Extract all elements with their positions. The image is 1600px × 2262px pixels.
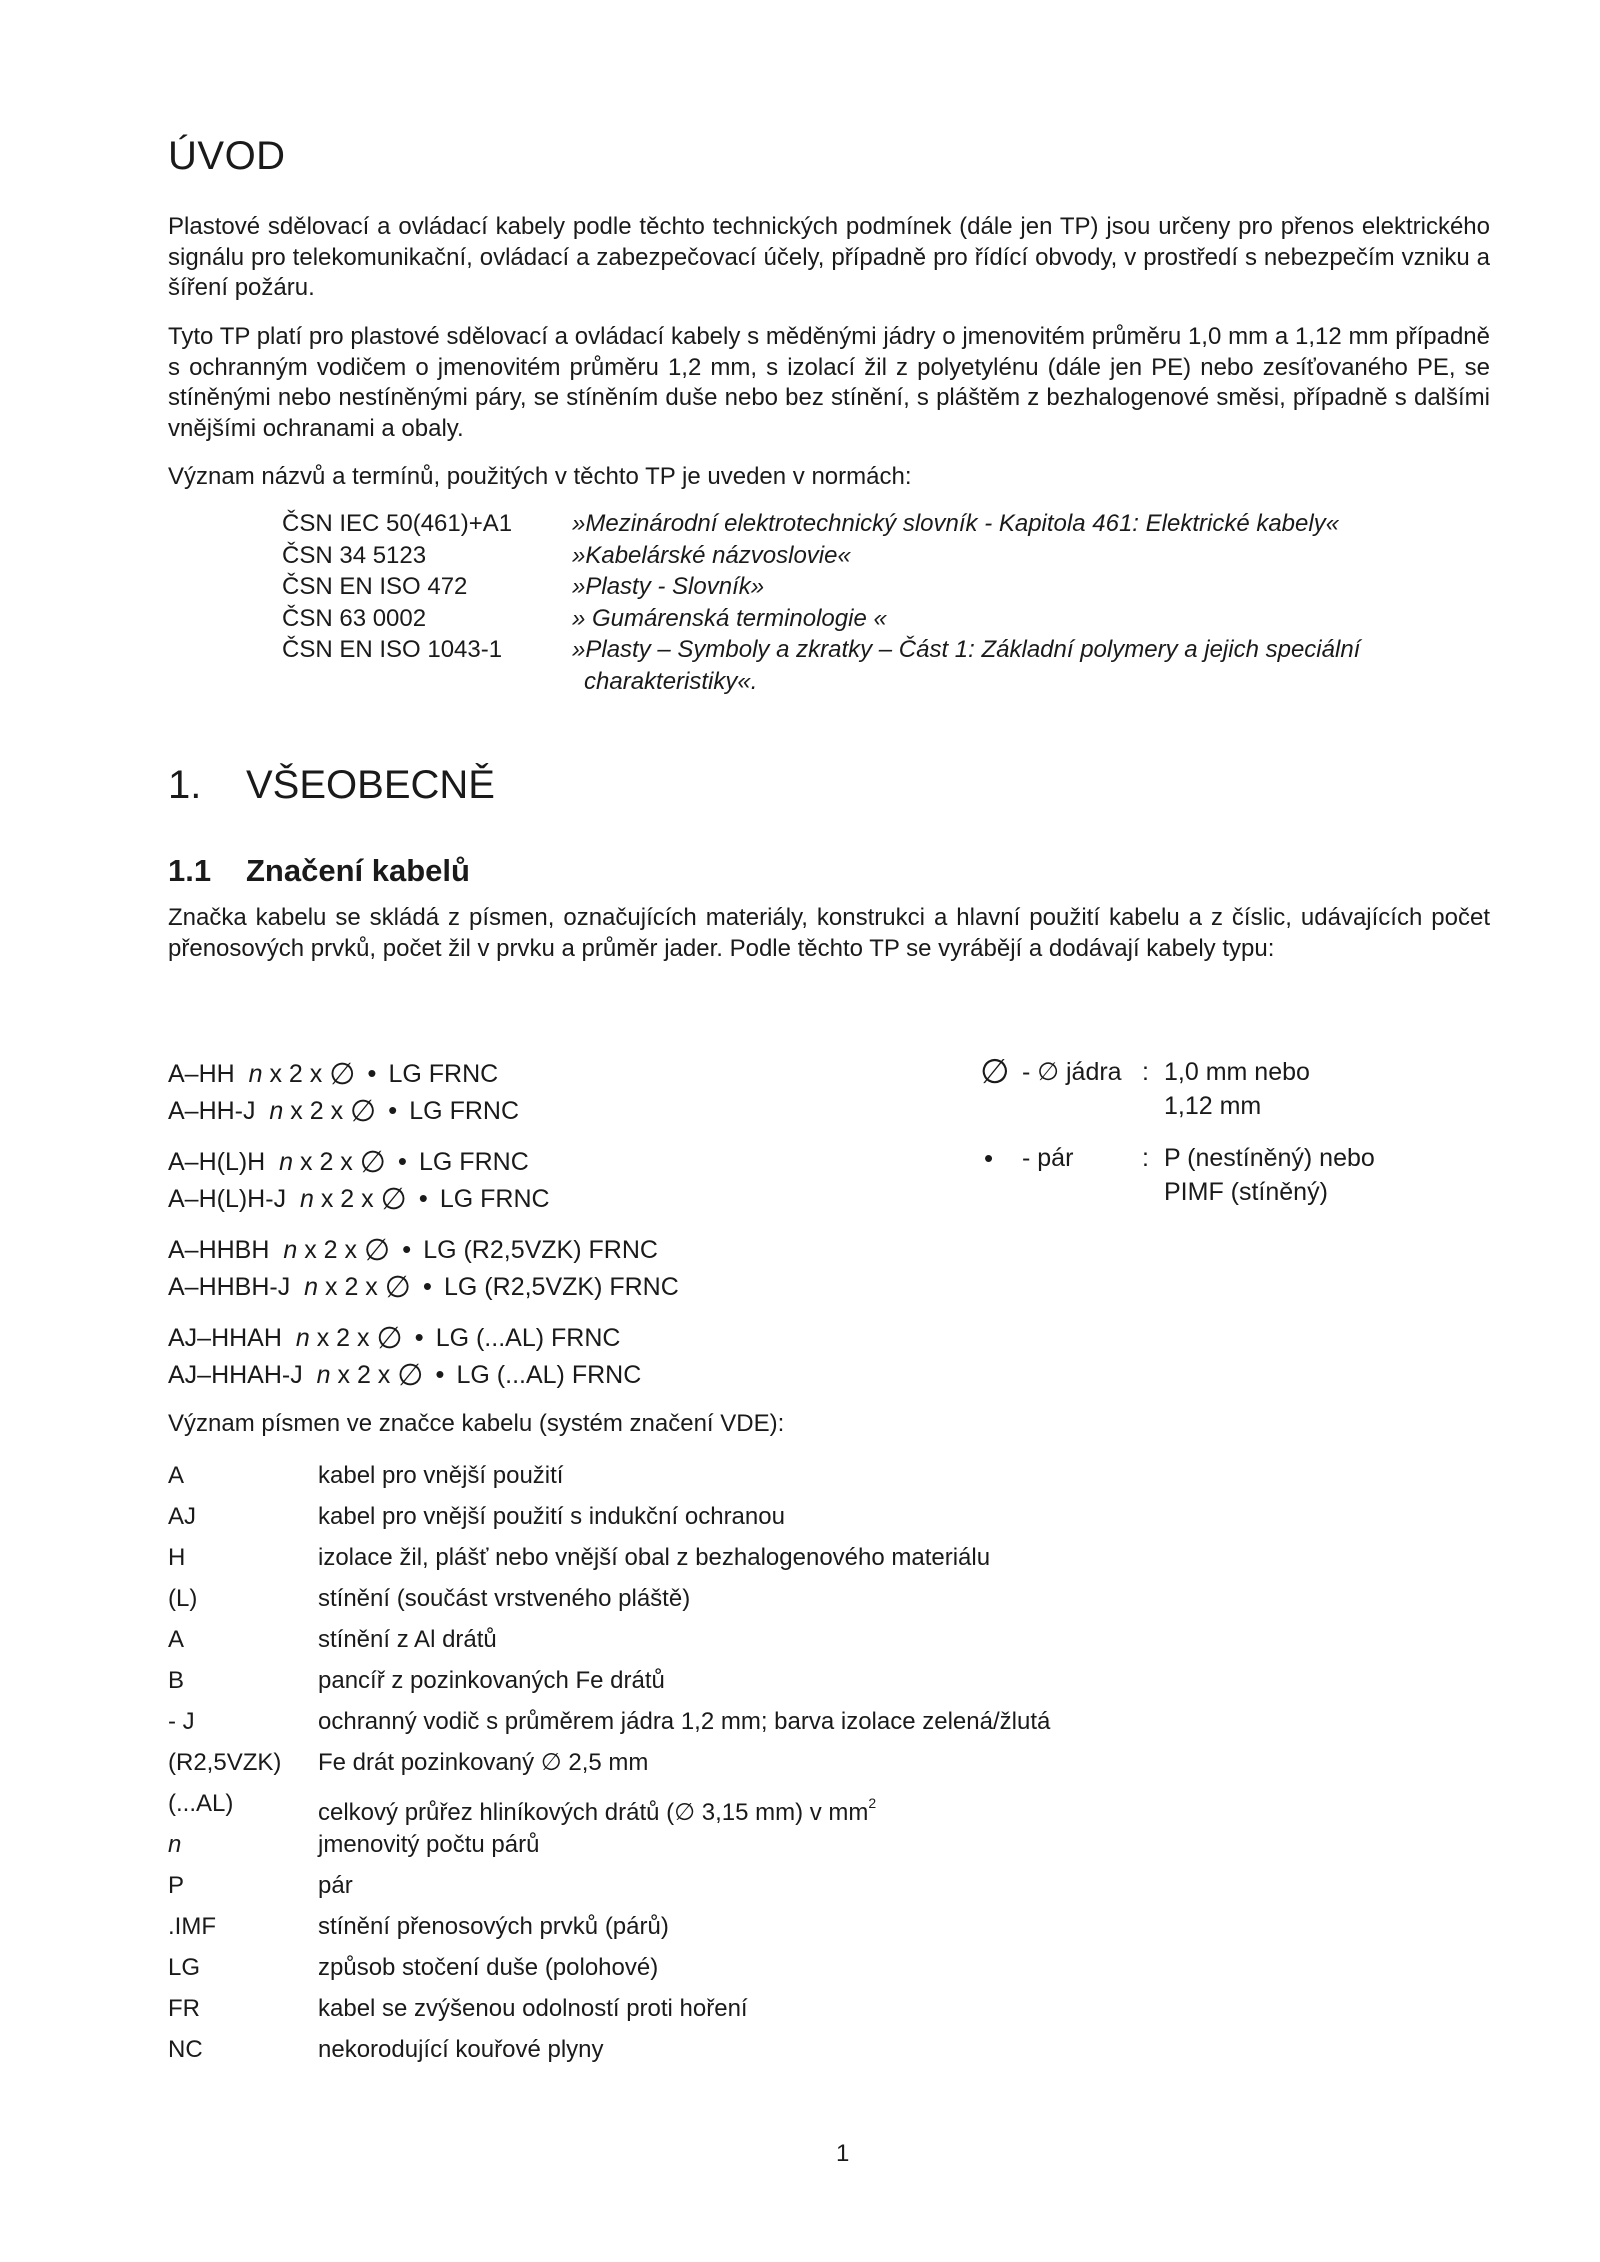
legend-item-diameter — [980, 1055, 1375, 1123]
abbreviation-code: - J — [168, 1708, 195, 1735]
norm-description: »Kabelárské názvoslovie« — [572, 541, 851, 569]
bullet-icon: • — [402, 1234, 412, 1264]
abbreviation-code: P — [168, 1872, 185, 1899]
abbreviation-text: pancíř z pozinkovaných Fe drátů — [318, 1667, 665, 1694]
cable-n: n — [269, 1097, 284, 1125]
page-number: 1 — [836, 2140, 850, 2167]
cable-suffix: LG (...AL) FRNC — [435, 1324, 621, 1352]
bullet-icon: • — [422, 1271, 433, 1301]
bullet-icon: • — [367, 1058, 377, 1088]
abbreviation-row — [168, 1742, 1050, 1783]
legend-key: - pár — [1022, 1144, 1074, 1172]
abbreviation-text: kabel pro vnější použití s indukční ochranou — [318, 1503, 785, 1530]
norm-description-line-2: charakteristiky«. — [584, 667, 758, 695]
cable-mid: x 2 x — [304, 1236, 357, 1264]
cable-code: AJ–HHAH-J — [168, 1361, 303, 1389]
cable-mid: x 2 x — [337, 1361, 391, 1389]
intro-paragraph-2: Tyto TP platí pro plastové sdělovací a ovládací kabely s měděnými jádry o jmenovitém průměru 1,0 mm a 1,12 mm případně s ochranným vodičem o jmenovitém průměru 1,2 mm, s izolací žil z polyetylénu (dále jen PE) nebo zesíťovaného PE, se stíněnými nebo nestíněnými páry, se stíněním duše nebo bez stínění, s pláštěm z bezhalogenové směsi, případně s dalšími vnějšími ochranami a obaly. — [168, 323, 1490, 442]
norm-code: ČSN 63 0002 — [282, 604, 427, 632]
cable-suffix: LG FRNC — [409, 1097, 520, 1125]
symbol-legend — [980, 1055, 1375, 1209]
cable-suffix: LG FRNC — [439, 1185, 550, 1213]
abbreviation-row — [168, 1578, 1050, 1619]
norm-description: »Plasty - Slovník» — [572, 573, 765, 600]
bullet-icon: • — [388, 1095, 398, 1125]
subsection-number: 1.1 — [168, 853, 212, 888]
legend-value: P (nestíněný) nebo — [1164, 1144, 1375, 1172]
legend-separator: : — [1142, 1058, 1149, 1086]
cable-type-group — [168, 1055, 679, 1129]
abbreviation-text: ochranný vodič s průměrem jádra 1,2 mm; barva izolace zelená/žlutá — [318, 1708, 1051, 1735]
cable-mid: x 2 x — [290, 1097, 344, 1125]
cable-type-line — [168, 1268, 679, 1305]
abbreviation-code: A — [168, 1626, 185, 1653]
bullet-icon: • — [414, 1322, 424, 1352]
legend-value: PIMF (stíněný) — [1164, 1178, 1328, 1206]
cable-n: n — [295, 1324, 310, 1352]
abbreviation-text: stínění z Al drátů — [318, 1626, 497, 1653]
abbreviation-row — [168, 1947, 1050, 1988]
abbreviation-text: izolace žil, plášť nebo vnější obal z bezhalogenového materiálu — [318, 1544, 991, 1571]
abbreviation-code: (L) — [168, 1585, 198, 1612]
cable-n: n — [304, 1273, 319, 1301]
cable-suffix: LG (R2,5VZK) FRNC — [423, 1236, 658, 1264]
section-number: 1. — [168, 763, 202, 807]
norm-row — [282, 634, 1492, 697]
abbreviation-code: NC — [168, 2036, 203, 2063]
norm-description — [572, 634, 1492, 697]
cable-code: A–HH-J — [168, 1097, 256, 1125]
norm-code: ČSN 34 5123 — [282, 541, 427, 569]
abbreviation-row — [168, 1824, 1050, 1865]
norm-row — [282, 540, 1492, 572]
diameter-icon: ∅ — [359, 1146, 386, 1179]
diameter-icon: ∅ — [380, 1183, 407, 1216]
cable-suffix: LG (...AL) FRNC — [456, 1361, 642, 1389]
cable-mid: x 2 x — [320, 1185, 374, 1213]
abbreviation-row — [168, 1619, 1050, 1660]
cable-n: n — [248, 1060, 263, 1088]
norm-description: » Gumárenská terminologie « — [572, 604, 887, 632]
cable-code: A–HH — [168, 1060, 235, 1088]
abbreviation-row — [168, 1988, 1050, 2029]
abbreviation-row — [168, 1865, 1050, 1906]
cable-type-line — [168, 1356, 679, 1393]
legend-key: - ∅ jádra — [1022, 1058, 1122, 1086]
abbreviation-text: pár — [318, 1872, 353, 1899]
abbreviation-text: stínění (součást vrstveného pláště) — [318, 1585, 691, 1612]
cable-suffix: LG FRNC — [388, 1060, 499, 1088]
cable-n: n — [316, 1361, 331, 1389]
abbreviation-code: FR — [168, 1995, 200, 2022]
diameter-icon: ∅ — [329, 1058, 356, 1091]
cable-type-line — [168, 1180, 679, 1217]
norm-row — [282, 571, 1492, 603]
diameter-icon: ∅ — [384, 1271, 411, 1304]
legend-item-pair — [980, 1141, 1375, 1209]
intro-paragraph-3: Význam názvů a termínů, použitých v těchto TP je uveden v normách: — [168, 463, 912, 490]
cable-type-group — [168, 1143, 679, 1217]
legend-value: 1,0 mm nebo — [1164, 1058, 1310, 1086]
diameter-icon: ∅ — [350, 1095, 377, 1128]
legend-value: 1,12 mm — [1164, 1092, 1262, 1120]
cable-type-line — [168, 1319, 679, 1356]
intro-paragraph-1: Plastové sdělovací a ovládací kabely podle těchto technických podmínek (dále jen TP) jsou určeny pro přenos elektrického signálu pro telekomunikační, ovládací a zabezpečovací účely, případně pro řídící obvody, v prostředí s nebezpečím vzniku a šíření požáru. — [168, 213, 1490, 301]
cable-type-line — [168, 1092, 679, 1129]
subsection-title: Značení kabelů — [246, 853, 470, 888]
legend-separator: : — [1142, 1144, 1149, 1172]
cable-n: n — [299, 1185, 314, 1213]
cable-code: A–H(L)H-J — [168, 1185, 287, 1213]
abbreviation-row — [168, 1783, 1050, 1824]
abbreviation-row — [168, 1660, 1050, 1701]
abbreviation-code: H — [168, 1544, 186, 1571]
abbreviation-code: .IMF — [168, 1913, 216, 1940]
cable-code: A–H(L)H — [168, 1148, 266, 1176]
abbreviation-code: B — [168, 1667, 185, 1694]
section-title: VŠEOBECNĚ — [246, 763, 495, 807]
abbreviation-list — [168, 1455, 1050, 2070]
section-paragraph-1: Značka kabelu se skládá z písmen, označujících materiály, konstrukci a hlavní použití kabelu a z číslic, udávajících počet přenosových prvků, počet žil v prvku a průměr jader. Podle těchto TP se vyrábějí a dodávají kabely typu: — [168, 904, 1490, 962]
abbreviation-text: kabel se zvýšenou odolností proti hoření — [318, 1995, 748, 2022]
cable-type-group — [168, 1319, 679, 1393]
abbreviation-text: nekorodující kouřové plyny — [318, 2036, 604, 2063]
cable-type-line — [168, 1231, 679, 1268]
diameter-icon: ∅ — [397, 1359, 424, 1392]
cable-suffix: LG FRNC — [419, 1148, 529, 1176]
abbreviation-row — [168, 1906, 1050, 1947]
cable-type-line — [168, 1143, 679, 1180]
section-paragraph-2: Význam písmen ve značce kabelu (systém značení VDE): — [168, 1410, 785, 1437]
cable-mid: x 2 x — [325, 1273, 378, 1301]
abbreviation-row — [168, 1537, 1050, 1578]
cable-n: n — [279, 1148, 294, 1176]
abbreviation-code: A — [168, 1462, 185, 1489]
norm-description: »Mezinárodní elektrotechnický slovník - Kapitola 461: Elektrické kabely« — [572, 510, 1340, 537]
cable-code: A–HHBH-J — [168, 1273, 291, 1301]
abbreviation-text: Fe drát pozinkovaný ∅ 2,5 mm — [318, 1749, 649, 1776]
norm-code: ČSN IEC 50(461)+A1 — [282, 510, 513, 537]
abbreviation-code: (...AL) — [168, 1790, 234, 1817]
norms-list — [282, 508, 1492, 697]
bullet-icon: • — [435, 1359, 445, 1389]
cable-mid: x 2 x — [300, 1148, 353, 1176]
norm-description-line-1: »Plasty – Symboly a zkratky – Část 1: Základní polymery a jejich speciální — [572, 636, 1361, 663]
abbreviation-code: AJ — [168, 1503, 197, 1530]
abbreviation-code: (R2,5VZK) — [168, 1749, 282, 1776]
bullet-icon: • — [418, 1183, 428, 1213]
cable-code: AJ–HHAH — [168, 1324, 282, 1352]
abbreviation-row — [168, 1455, 1050, 1496]
abbreviation-row — [168, 1496, 1050, 1537]
abbreviation-code: n — [168, 1831, 182, 1858]
norm-row — [282, 508, 1492, 540]
diameter-icon: ∅ — [363, 1234, 391, 1267]
abbreviation-text: stínění přenosových prvků (párů) — [318, 1913, 669, 1940]
diameter-icon: ∅ — [980, 1053, 1010, 1091]
cable-n: n — [283, 1236, 298, 1264]
superscript: 2 — [868, 1795, 877, 1811]
cable-type-group — [168, 1231, 679, 1305]
abbreviation-text: jmenovitý počtu párů — [318, 1831, 540, 1858]
norm-code: ČSN EN ISO 472 — [282, 573, 468, 600]
abbreviation-row — [168, 1701, 1050, 1742]
cable-suffix: LG (R2,5VZK) FRNC — [444, 1273, 679, 1301]
abbreviation-row — [168, 2029, 1050, 2070]
bullet-icon: • — [984, 1143, 994, 1173]
abbreviation-text — [318, 1783, 876, 1824]
abbreviation-text: způsob stočení duše (polohové) — [318, 1954, 659, 1981]
abbreviation-code: LG — [168, 1954, 201, 1981]
norm-row — [282, 603, 1492, 635]
cable-type-line — [168, 1055, 679, 1092]
norm-code: ČSN EN ISO 1043-1 — [282, 636, 503, 663]
subsection-heading — [168, 853, 470, 889]
bullet-icon: • — [397, 1146, 408, 1176]
cable-types-list — [168, 1055, 679, 1407]
diameter-icon: ∅ — [376, 1322, 403, 1355]
cable-code: A–HHBH — [168, 1236, 270, 1264]
abbreviation-text: kabel pro vnější použití — [318, 1462, 564, 1489]
cable-mid: x 2 x — [269, 1060, 323, 1088]
abbreviation-text-main: celkový průřez hliníkových drátů (∅ 3,15 mm) v mm — [318, 1799, 869, 1826]
cable-mid: x 2 x — [316, 1324, 370, 1352]
section-heading — [168, 763, 495, 808]
intro-heading: ÚVOD — [168, 134, 286, 178]
